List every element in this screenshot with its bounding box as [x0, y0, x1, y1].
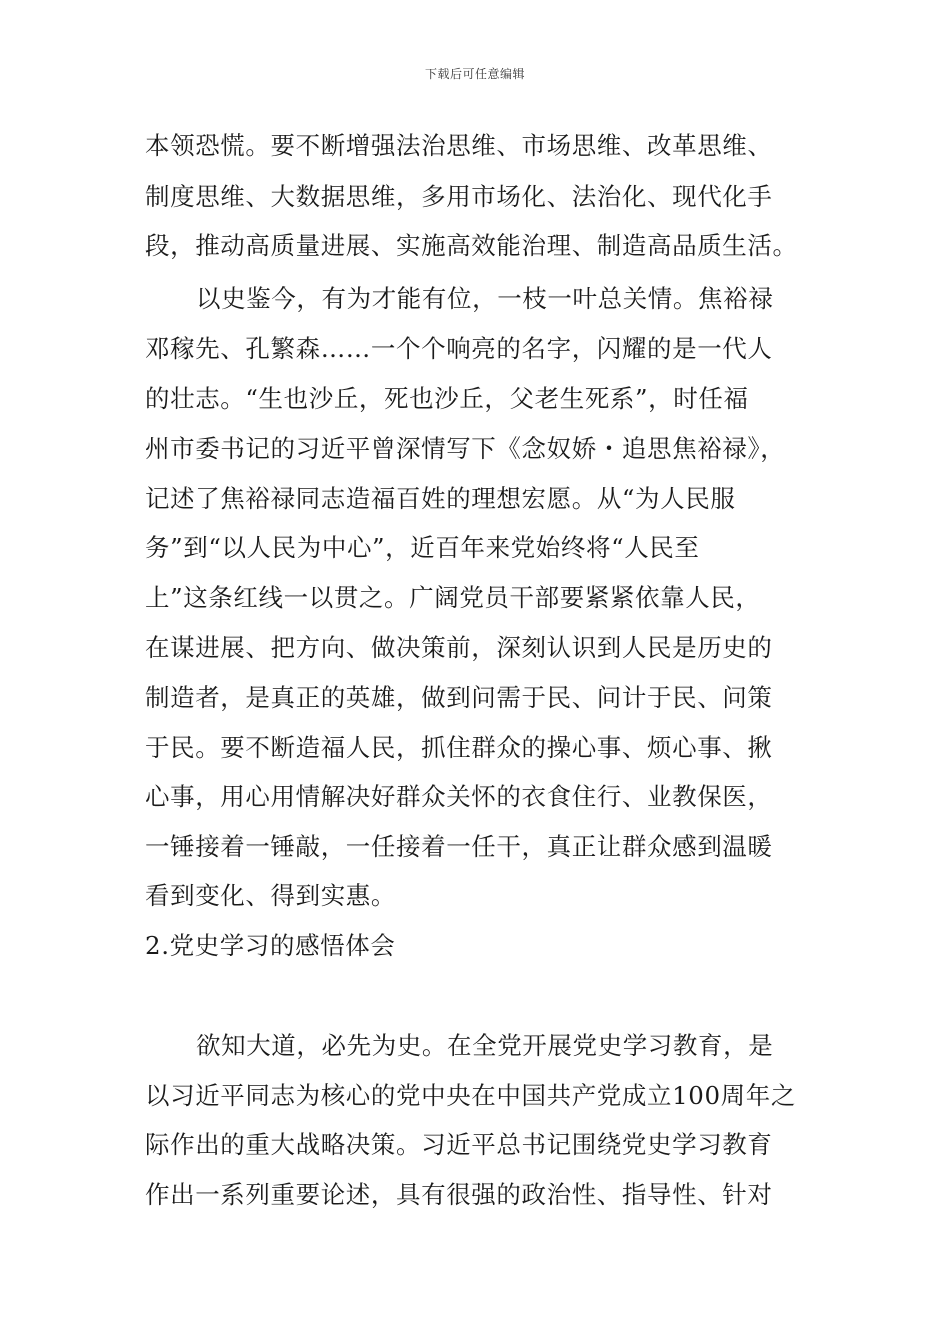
body-line-14: 心事，用心用情解决好群众关怀的衣食住行、业教保医， — [145, 782, 773, 811]
body-line-8: 记述了焦裕禄同志造福百姓的理想宏愿。从“为人民服 — [145, 484, 736, 513]
body-line-12: 制造者，是真正的英雄，做到问需于民、问计于民、问策 — [145, 683, 773, 712]
body-line-2: 制度思维、大数据思维，多用市场化、法治化、现代化手 — [145, 182, 773, 211]
body-line-9: 务”到“以人民为中心”，近百年来党始终将“人民至 — [145, 533, 700, 562]
body-line-5: 邓稼先、孔繁森……一个个响亮的名字，闪耀的是一代人 — [145, 334, 773, 363]
page-header: 下载后可任意编辑 — [424, 67, 525, 81]
body-line-3: 段，推动高质量进展、实施高效能治理、制造高品质生活。 — [145, 231, 798, 260]
body-line-6: 的壮志。“生也沙丘，死也沙丘，父老生死系”，时任福 — [145, 384, 749, 413]
body-line-19: 际作出的重大战略决策。习近平总书记围绕党史学习教育 — [145, 1130, 773, 1159]
body-line-7: 州市委书记的习近平曾深情写下《念奴娇・追思焦裕禄》， — [145, 434, 786, 463]
body-line-20: 作出一系列重要论述，具有很强的政治性、指导性、针对 — [145, 1180, 773, 1209]
body-line-17: 欲知大道，必先为史。在全党开展党史学习教育，是 — [196, 1031, 774, 1060]
body-line-11: 在谋进展、把方向、做决策前，深刻认识到人民是历史的 — [145, 633, 773, 662]
section-heading: 2.党史学习的感悟体会 — [145, 931, 396, 960]
body-line-18: 以习近平同志为核心的党中央在中国共产党成立100周年之 — [145, 1081, 796, 1110]
body-line-10: 上”这条红线一以贯之。广阔党员干部要紧紧依靠人民， — [145, 583, 761, 612]
body-line-13: 于民。要不断造福人民，抓住群众的操心事、烦心事、揪 — [145, 733, 773, 762]
body-line-4: 以史鉴今，有为才能有位，一枝一叶总关情。焦裕禄 — [196, 284, 774, 313]
body-line-15: 一锤接着一锤敲，一任接着一任干，真正让群众感到温暖 — [145, 832, 773, 861]
body-line-16: 看到变化、得到实惠。 — [145, 881, 396, 910]
body-line-1: 本领恐慌。要不断增强法治思维、市场思维、改革思维、 — [145, 131, 773, 160]
